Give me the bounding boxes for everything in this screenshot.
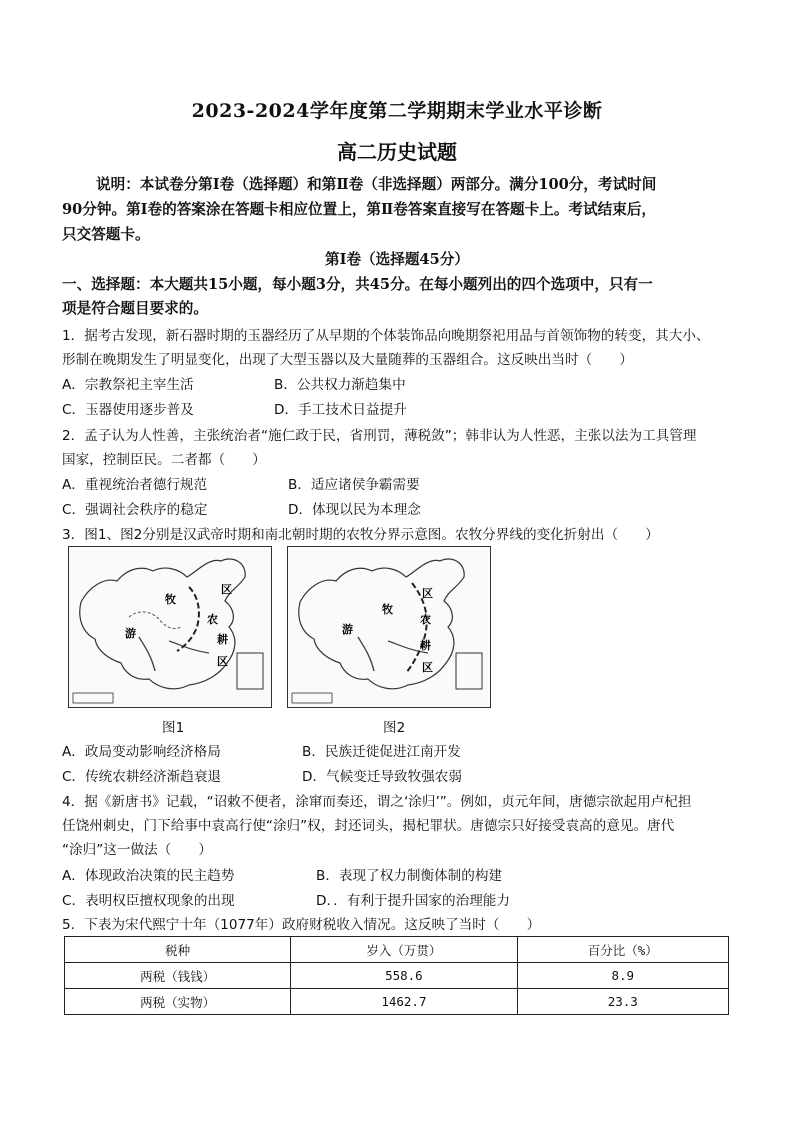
table-header-row bbox=[65, 937, 729, 963]
q2-option-d: D．体现以民为本理念 bbox=[288, 502, 421, 518]
q4-option-b: B．表现了权力制衡体制的构建 bbox=[316, 868, 503, 884]
table-row bbox=[65, 989, 729, 1015]
q2-option-b: B．适应诸侯争霸需要 bbox=[288, 477, 420, 493]
q2-option-a: A．重视统治者德行规范 bbox=[62, 477, 208, 493]
q1-option-a: A．宗教祭祀主宰生活 bbox=[62, 377, 194, 393]
map2-label-geng: 耕 bbox=[420, 639, 431, 652]
map1-label-nong: 农 bbox=[207, 613, 218, 626]
tax-revenue-table bbox=[64, 936, 729, 1015]
section-intro-1: 一、选择题：本大题共15小题，每小题3分，共45分。在每小题列出的四个选项中，只有一 bbox=[62, 276, 653, 293]
table-header-cell: 税种 bbox=[65, 937, 291, 963]
q3-option-a: A．政局变动影响经济格局 bbox=[62, 744, 221, 760]
instructions-line-1: 说明：本试卷分第Ⅰ卷（选择题）和第Ⅱ卷（非选择题）两部分。满分100分，考试时间 bbox=[96, 176, 657, 193]
exam-subtitle: 高二历史试题 bbox=[337, 140, 457, 164]
q1-stem-1: 1．据考古发现，新石器时期的玉器经历了从早期的个体装饰品向晚期祭祀用品与首领饰物的转变，其大小、 bbox=[62, 328, 710, 344]
q4-option-d: D．．有利于提升国家的治理能力 bbox=[316, 893, 510, 909]
q3-option-c: C．传统农耕经济渐趋衰退 bbox=[62, 769, 222, 785]
map1-label-mu: 牧 bbox=[165, 593, 176, 606]
figure-1-caption: 图1 bbox=[162, 720, 185, 736]
table-header-cell: 岁入（万贯） bbox=[291, 937, 517, 963]
q1-stem-2: 形制在晚期发生了明显变化，出现了大型玉器以及大量随葬的玉器组合。这反映出当时（ ） bbox=[62, 352, 633, 368]
map1-label-qu2: 区 bbox=[217, 655, 228, 668]
map-figure-1 bbox=[68, 546, 272, 708]
map2-label-mu: 牧 bbox=[382, 603, 393, 616]
table-cell: 8.9 bbox=[517, 963, 728, 989]
q1-option-b: B．公共权力渐趋集中 bbox=[274, 377, 406, 393]
map2-label-nong: 农 bbox=[420, 613, 431, 626]
q2-option-c: C．强调社会秩序的稳定 bbox=[62, 502, 208, 518]
china-map-1-image bbox=[69, 547, 271, 707]
china-map-2-image bbox=[288, 547, 490, 707]
map-figure-2 bbox=[287, 546, 491, 708]
table-cell: 两税（钱钱） bbox=[65, 963, 291, 989]
table-cell: 两税（实物） bbox=[65, 989, 291, 1015]
map2-label-you: 游 bbox=[342, 623, 353, 636]
q1-option-d: D．手工技术日益提升 bbox=[274, 402, 407, 418]
q4-option-a: A．体现政治决策的民主趋势 bbox=[62, 868, 235, 884]
q4-stem-2: 任饶州刺史，门下给事中袁高行使“涂归”权，封还词头，揭杞罪状。唐德宗只好接受袁高的意见。唐代 bbox=[62, 818, 675, 834]
table-cell: 23.3 bbox=[517, 989, 728, 1015]
exam-title: 2023-2024学年度第二学期期末学业水平诊断 bbox=[191, 100, 603, 122]
map1-label-you: 游 bbox=[125, 627, 136, 640]
instructions-line-2: 90分钟。第Ⅰ卷的答案涂在答题卡相应位置上，第Ⅱ卷答案直接写在答题卡上。考试结束后， bbox=[62, 201, 657, 218]
q2-stem-2: 国家，控制臣民。二者都（ ） bbox=[62, 452, 266, 468]
q3-option-b: B．民族迁徙促进江南开发 bbox=[302, 744, 461, 760]
table-header-cell: 百分比（%） bbox=[517, 937, 728, 963]
q3-option-d: D．气候变迁导致牧强农弱 bbox=[302, 769, 462, 785]
section-title: 第Ⅰ卷（选择题45分） bbox=[325, 251, 469, 268]
section-intro-2: 项是符合题目要求的。 bbox=[62, 300, 208, 317]
q1-option-c: C．玉器使用逐步普及 bbox=[62, 402, 194, 418]
map2-label-qu1: 区 bbox=[422, 587, 433, 600]
q3-stem: 3．图1、图2分别是汉武帝时期和南北朝时期的农牧分界示意图。农牧分界线的变化折射出（ ） bbox=[62, 527, 659, 543]
table-cell: 558.6 bbox=[291, 963, 517, 989]
table-cell: 1462.7 bbox=[291, 989, 517, 1015]
map1-label-geng: 耕 bbox=[217, 633, 228, 646]
q5-stem: 5．下表为宋代熙宁十年（1077年）政府财税收入情况。这反映了当时（ ） bbox=[62, 917, 541, 933]
map1-label-qu1: 区 bbox=[221, 583, 232, 596]
table-row bbox=[65, 963, 729, 989]
figure-2-caption: 图2 bbox=[383, 720, 406, 736]
map2-label-qu2: 区 bbox=[422, 661, 433, 674]
instructions-line-3: 只交答题卡。 bbox=[62, 226, 150, 243]
q4-option-c: C．表明权臣擅权现象的出现 bbox=[62, 893, 235, 909]
q4-stem-3: “涂归”这一做法（ ） bbox=[62, 842, 213, 858]
q4-stem-1: 4．据《新唐书》记载，“诏敕不便者，涂窜而奏还，谓之‘涂归’”。例如，贞元年间，唐德宗欲起用卢杞担 bbox=[62, 794, 692, 810]
q2-stem-1: 2．孟子认为人性善，主张统治者“施仁政于民，省刑罚，薄税敛”；韩非认为人性恶，主张以法为工具管理 bbox=[62, 428, 697, 444]
